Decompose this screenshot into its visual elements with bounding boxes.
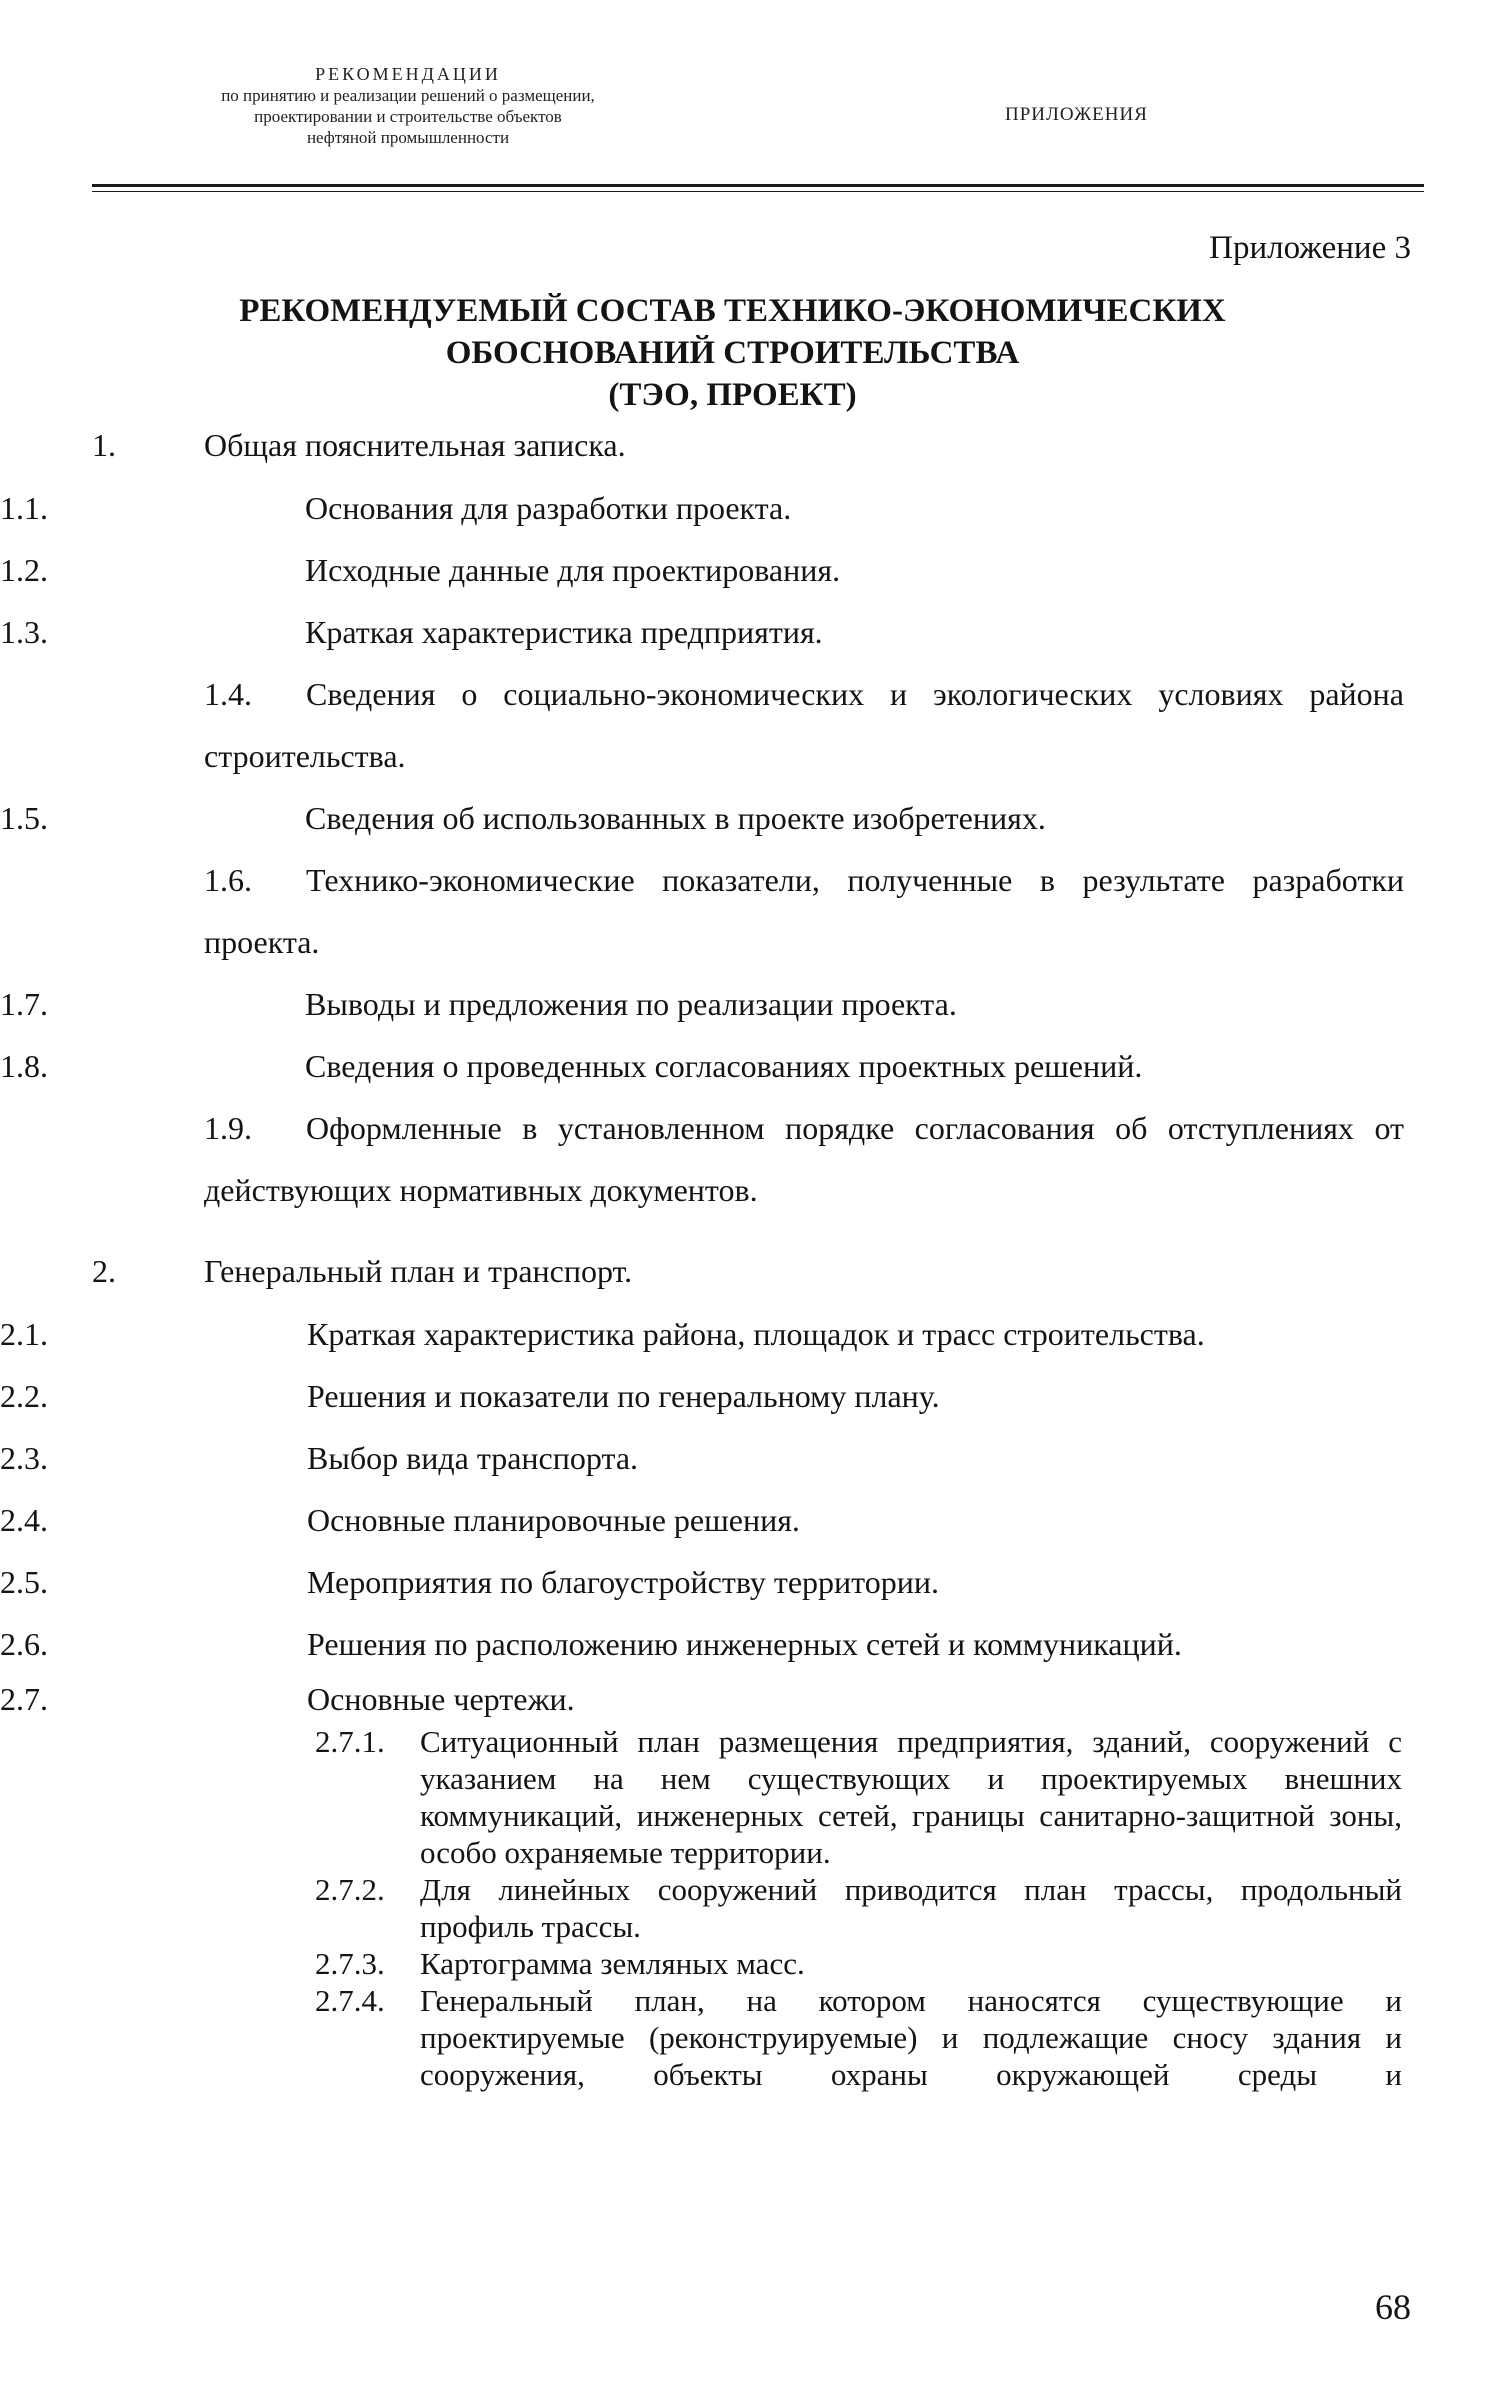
item-number: 2.2. [0, 1378, 48, 1414]
item-number: 2.7. [0, 1681, 48, 1717]
item-number: 1.8. [0, 1048, 48, 1084]
item-text: Сведения об использованных в проекте изобретениях. [305, 800, 1046, 836]
sub-item-text: Для линейных сооружений приводится план трассы, продольный профиль трассы. [420, 1872, 1402, 1944]
list-item [0, 1035, 1407, 1097]
item-number: 2.5. [0, 1564, 48, 1600]
section-gap [0, 1221, 1511, 1251]
item-text: Мероприятия по благоустройству территории. [307, 1564, 939, 1600]
content-body [0, 425, 1511, 2093]
title-line-3: (ТЭО, ПРОЕКТ) [608, 377, 857, 413]
sub-item-number: 2.7.1. [315, 1724, 385, 1759]
header-line-2: по принятию и реализации решений о размещении, [221, 86, 595, 105]
item-number: 1.9. [204, 1110, 252, 1146]
item-number: 2.4. [0, 1502, 48, 1538]
sub-item-text: Картограмма земляных масс. [420, 1946, 805, 1981]
sub-item [315, 1945, 1402, 1982]
sub-item [315, 1723, 1402, 1871]
item-number: 1.3. [0, 614, 48, 650]
item-text: Краткая характеристика предприятия. [305, 614, 823, 650]
title-line-2: ОБОСНОВАНИЙ СТРОИТЕЛЬСТВА [445, 335, 1020, 371]
list-item [0, 1675, 1407, 1723]
sub-item [315, 1871, 1402, 1945]
sub-item [315, 1982, 1402, 2093]
item-number: 1.6. [204, 862, 252, 898]
section-title: Генеральный план и транспорт. [204, 1253, 633, 1289]
header-line-4: нефтяной промышленности [306, 128, 510, 147]
item-text: Сведения о социально-экономических и экологических условиях района строительства. [204, 676, 1404, 774]
sub-item-number: 2.7.3. [315, 1946, 385, 1981]
list-item [204, 1097, 1404, 1221]
item-number: 1.7. [0, 986, 48, 1022]
item-text: Основные чертежи. [307, 1681, 575, 1717]
sub-item-text: Ситуационный план размещения предприятия, зданий, сооружений с указанием на нем существующих и проектируемых внешних коммуникаций, инженерных сетей, границы санитарно-защитной зоны, особо охраняемые территории. [420, 1724, 1402, 1870]
section-heading [0, 1251, 1280, 1291]
item-number: 1.1. [0, 490, 48, 526]
running-header-right: ПРИЛОЖЕНИЯ [1005, 104, 1148, 125]
section-heading [0, 425, 1280, 465]
list-item [0, 477, 1407, 539]
sub-item-text: Генеральный план, на котором наносятся существующие и проектируемые (реконструируемые) и подлежащие сносу здания и сооружения, объекты охраны окружающей среды и [420, 1983, 1402, 2092]
item-text: Оформленные в установленном порядке согласования об отступлениях от действующих нормативных документов. [204, 1110, 1404, 1208]
page-number: 68 [1375, 2287, 1411, 2327]
document-title [150, 290, 1315, 416]
list-item [0, 1551, 1407, 1613]
appendix-label: Приложение 3 [1209, 230, 1411, 266]
item-text: Технико-экономические показатели, полученные в результате разработки проекта. [204, 862, 1404, 960]
list-item [204, 849, 1404, 973]
section-title: Общая пояснительная записка. [204, 427, 626, 463]
list-item [0, 539, 1407, 601]
list-item [0, 601, 1407, 663]
item-number: 2.3. [0, 1440, 48, 1476]
section-number: 2. [92, 1253, 116, 1289]
item-text: Решения и показатели по генеральному плану. [307, 1378, 940, 1414]
list-item [204, 663, 1404, 787]
item-text: Основные планировочные решения. [307, 1502, 800, 1538]
item-text: Выводы и предложения по реализации проекта. [305, 986, 957, 1022]
item-number: 1.2. [0, 552, 48, 588]
list-item [0, 973, 1407, 1035]
sub-item-number: 2.7.2. [315, 1872, 385, 1907]
section-number: 1. [92, 427, 116, 463]
list-item [0, 1427, 1407, 1489]
item-text: Исходные данные для проектирования. [305, 552, 841, 588]
list-item [0, 1365, 1407, 1427]
list-item [0, 1489, 1407, 1551]
item-text: Основания для разработки проекта. [305, 490, 792, 526]
header-line-3: проектировании и строительстве объектов [254, 107, 562, 126]
item-text: Краткая характеристика района, площадок и трасс строительства. [307, 1316, 1205, 1352]
item-text: Сведения о проведенных согласованиях проектных решений. [305, 1048, 1143, 1084]
header-rule-thick [92, 184, 1424, 187]
list-item [0, 787, 1407, 849]
running-header-left [128, 64, 688, 148]
item-text: Выбор вида транспорта. [307, 1440, 639, 1476]
sub-item-number: 2.7.4. [315, 1983, 385, 2018]
list-item [0, 1613, 1407, 1675]
item-number: 2.6. [0, 1626, 48, 1662]
title-line-1: РЕКОМЕНДУЕМЫЙ СОСТАВ ТЕХНИКО-ЭКОНОМИЧЕСКИХ [239, 293, 1226, 329]
header-line-1: РЕКОМЕНДАЦИИ [315, 64, 501, 84]
item-text: Решения по расположению инженерных сетей и коммуникаций. [307, 1626, 1182, 1662]
header-rule-thin [92, 191, 1424, 192]
item-number: 1.4. [204, 676, 252, 712]
item-number: 2.1. [0, 1316, 48, 1352]
list-item [0, 1303, 1407, 1365]
item-number: 1.5. [0, 800, 48, 836]
